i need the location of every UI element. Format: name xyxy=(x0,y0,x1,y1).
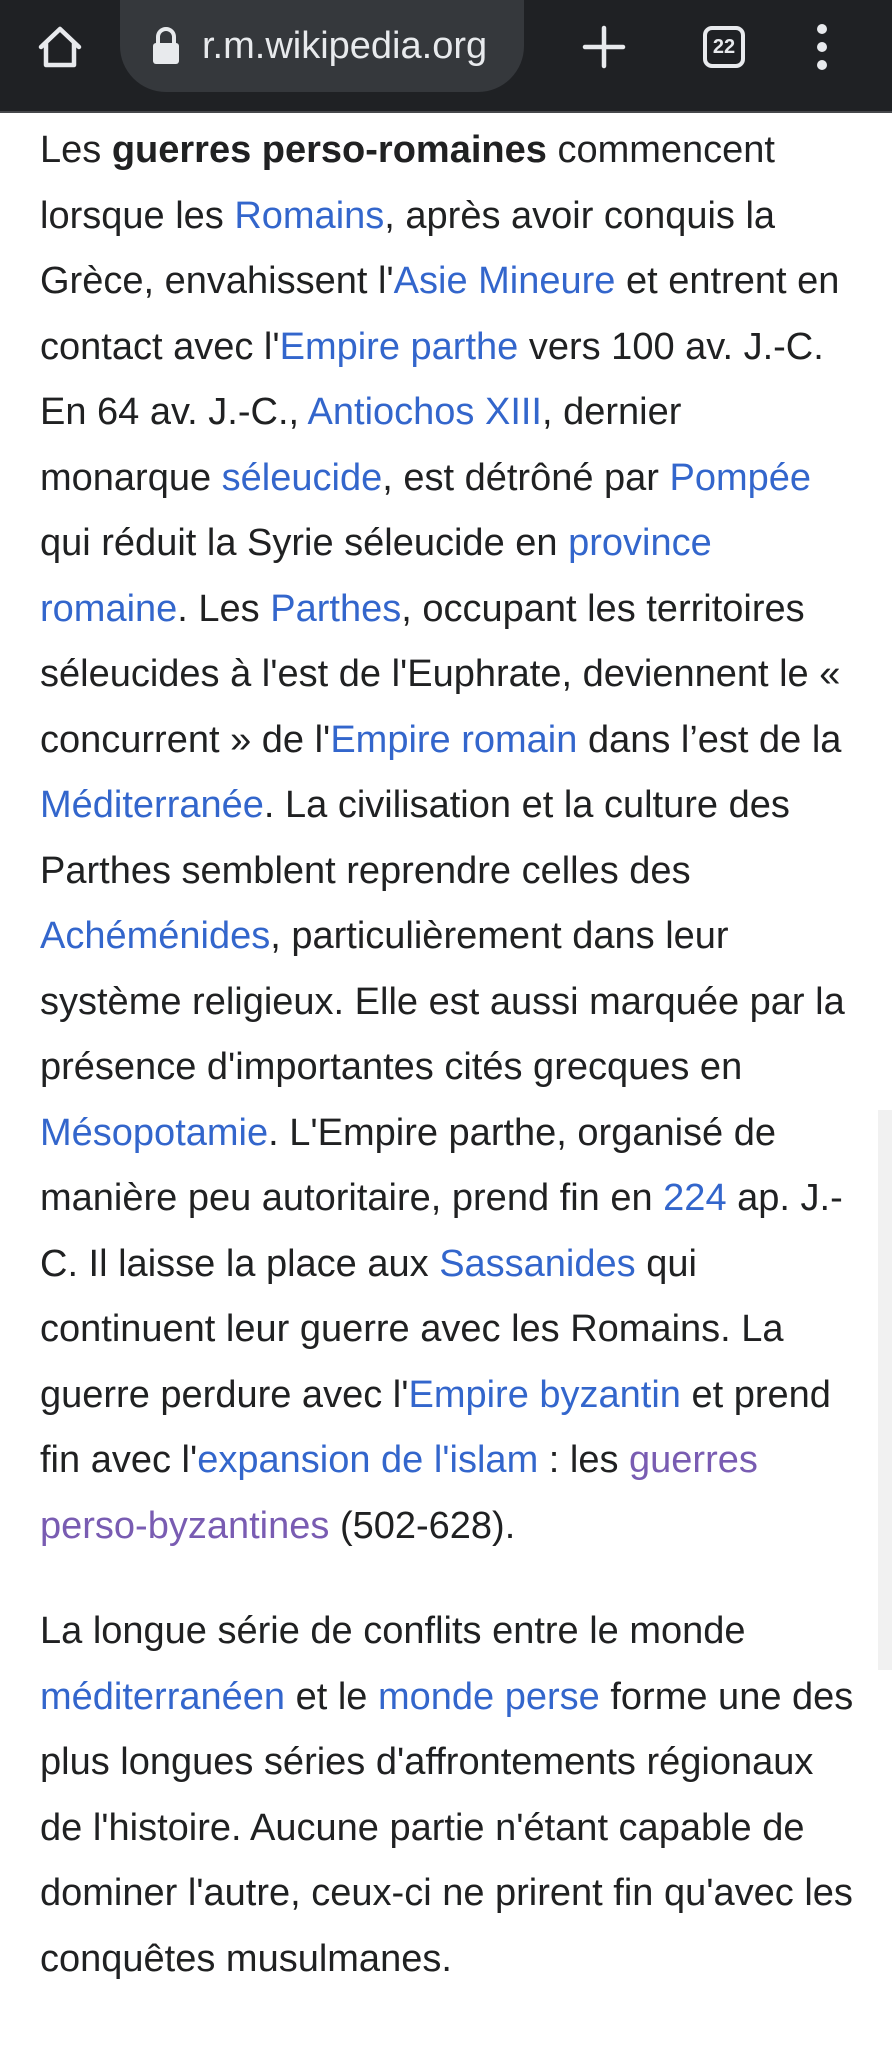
link-asie-mineure[interactable]: Asie Mineure xyxy=(393,260,616,302)
tab-count: 22 xyxy=(703,26,745,68)
link-parthes[interactable]: Parthes xyxy=(270,587,402,630)
plus-icon[interactable] xyxy=(572,15,636,79)
paragraph-1: Les guerres perso-romaines commencent lorsque les Romains, après avoir conquis la Grèce, envahissent l'Asie Mineure et entrent en contact avec l'Empire parthe vers 100 av. J.-C. En 64 av. J.-C., Antiochos XIII, dernier monarque séleucide, est détrôné par Pompée qui réduit la Syrie séleucide en province romaine. Les Parthes, occupant les territoires séleucides à l'est de l'Euphrate, deviennent le « concurrent » de l'Empire romain dans l’est de la Méditerranée. La civilisation et la culture des Parthes semblent reprendre celles des Achéménides, particulièrement dans leur système religieux. Elle est aussi marquée par la présence d'importantes cités grecques en Mésopotamie. L'Empire parthe, organisé de manière peu autoritaire, prend fin en 224 ap. J.-C. Il laisse la place aux Sassanides qui continuent leur guerre avec les Romains. La guerre perdure avec l'Empire byzantin et prend fin avec l'expansion de l'islam : les guerres perso-byzantines (502-628). xyxy=(40,129,845,1547)
link-empire-romain[interactable]: Empire romain xyxy=(330,718,578,761)
link-guerres-perso-byzantines[interactable]: guerres perso-byzantines xyxy=(40,1439,758,1547)
scrollbar[interactable] xyxy=(878,1110,892,1670)
link-romains[interactable]: Romains xyxy=(234,194,385,237)
link-antiochos-xiii[interactable]: Antiochos XIII xyxy=(307,391,542,433)
more-menu-icon[interactable] xyxy=(790,15,854,79)
paragraph-2: La longue série de conflits entre le monde méditerranéen et le monde perse forme une des plus longues séries d'affrontements régionaux de l'histoire. Aucune partie n'étant capable de dominer l'autre, ceux-ci ne prirent fin qu'avec les conquêtes musulmanes. xyxy=(40,1610,854,1980)
home-icon[interactable] xyxy=(28,15,92,79)
link-224[interactable]: 224 xyxy=(663,1177,727,1219)
address-bar[interactable] xyxy=(120,0,524,92)
link-sassanides[interactable]: Sassanides xyxy=(439,1242,636,1285)
article-body xyxy=(40,118,860,1992)
link-mediterranee[interactable]: Méditerranée xyxy=(40,784,264,826)
tab-switcher-button[interactable] xyxy=(692,15,756,79)
link-empire-byzantin[interactable]: Empire byzantin xyxy=(408,1373,681,1416)
url-text: r.m.wikipedia.org xyxy=(202,24,488,67)
link-mediterraneen[interactable]: méditerranéen xyxy=(40,1675,286,1718)
link-empire-parthe[interactable]: Empire parthe xyxy=(279,325,519,368)
link-seleucide[interactable]: séleucide xyxy=(221,456,383,499)
lock-icon xyxy=(150,26,182,66)
link-mesopotamie[interactable]: Mésopotamie xyxy=(40,1111,269,1154)
link-expansion-islam[interactable]: expansion de l'islam xyxy=(197,1439,539,1481)
browser-toolbar xyxy=(0,0,892,113)
bold-term: guerres perso-romaines xyxy=(111,129,547,171)
link-pompee[interactable]: Pompée xyxy=(669,456,812,499)
link-monde-perse[interactable]: monde perse xyxy=(378,1675,600,1718)
link-province-romaine[interactable]: province romaine xyxy=(40,522,712,630)
link-achemenides[interactable]: Achéménides xyxy=(40,915,271,957)
